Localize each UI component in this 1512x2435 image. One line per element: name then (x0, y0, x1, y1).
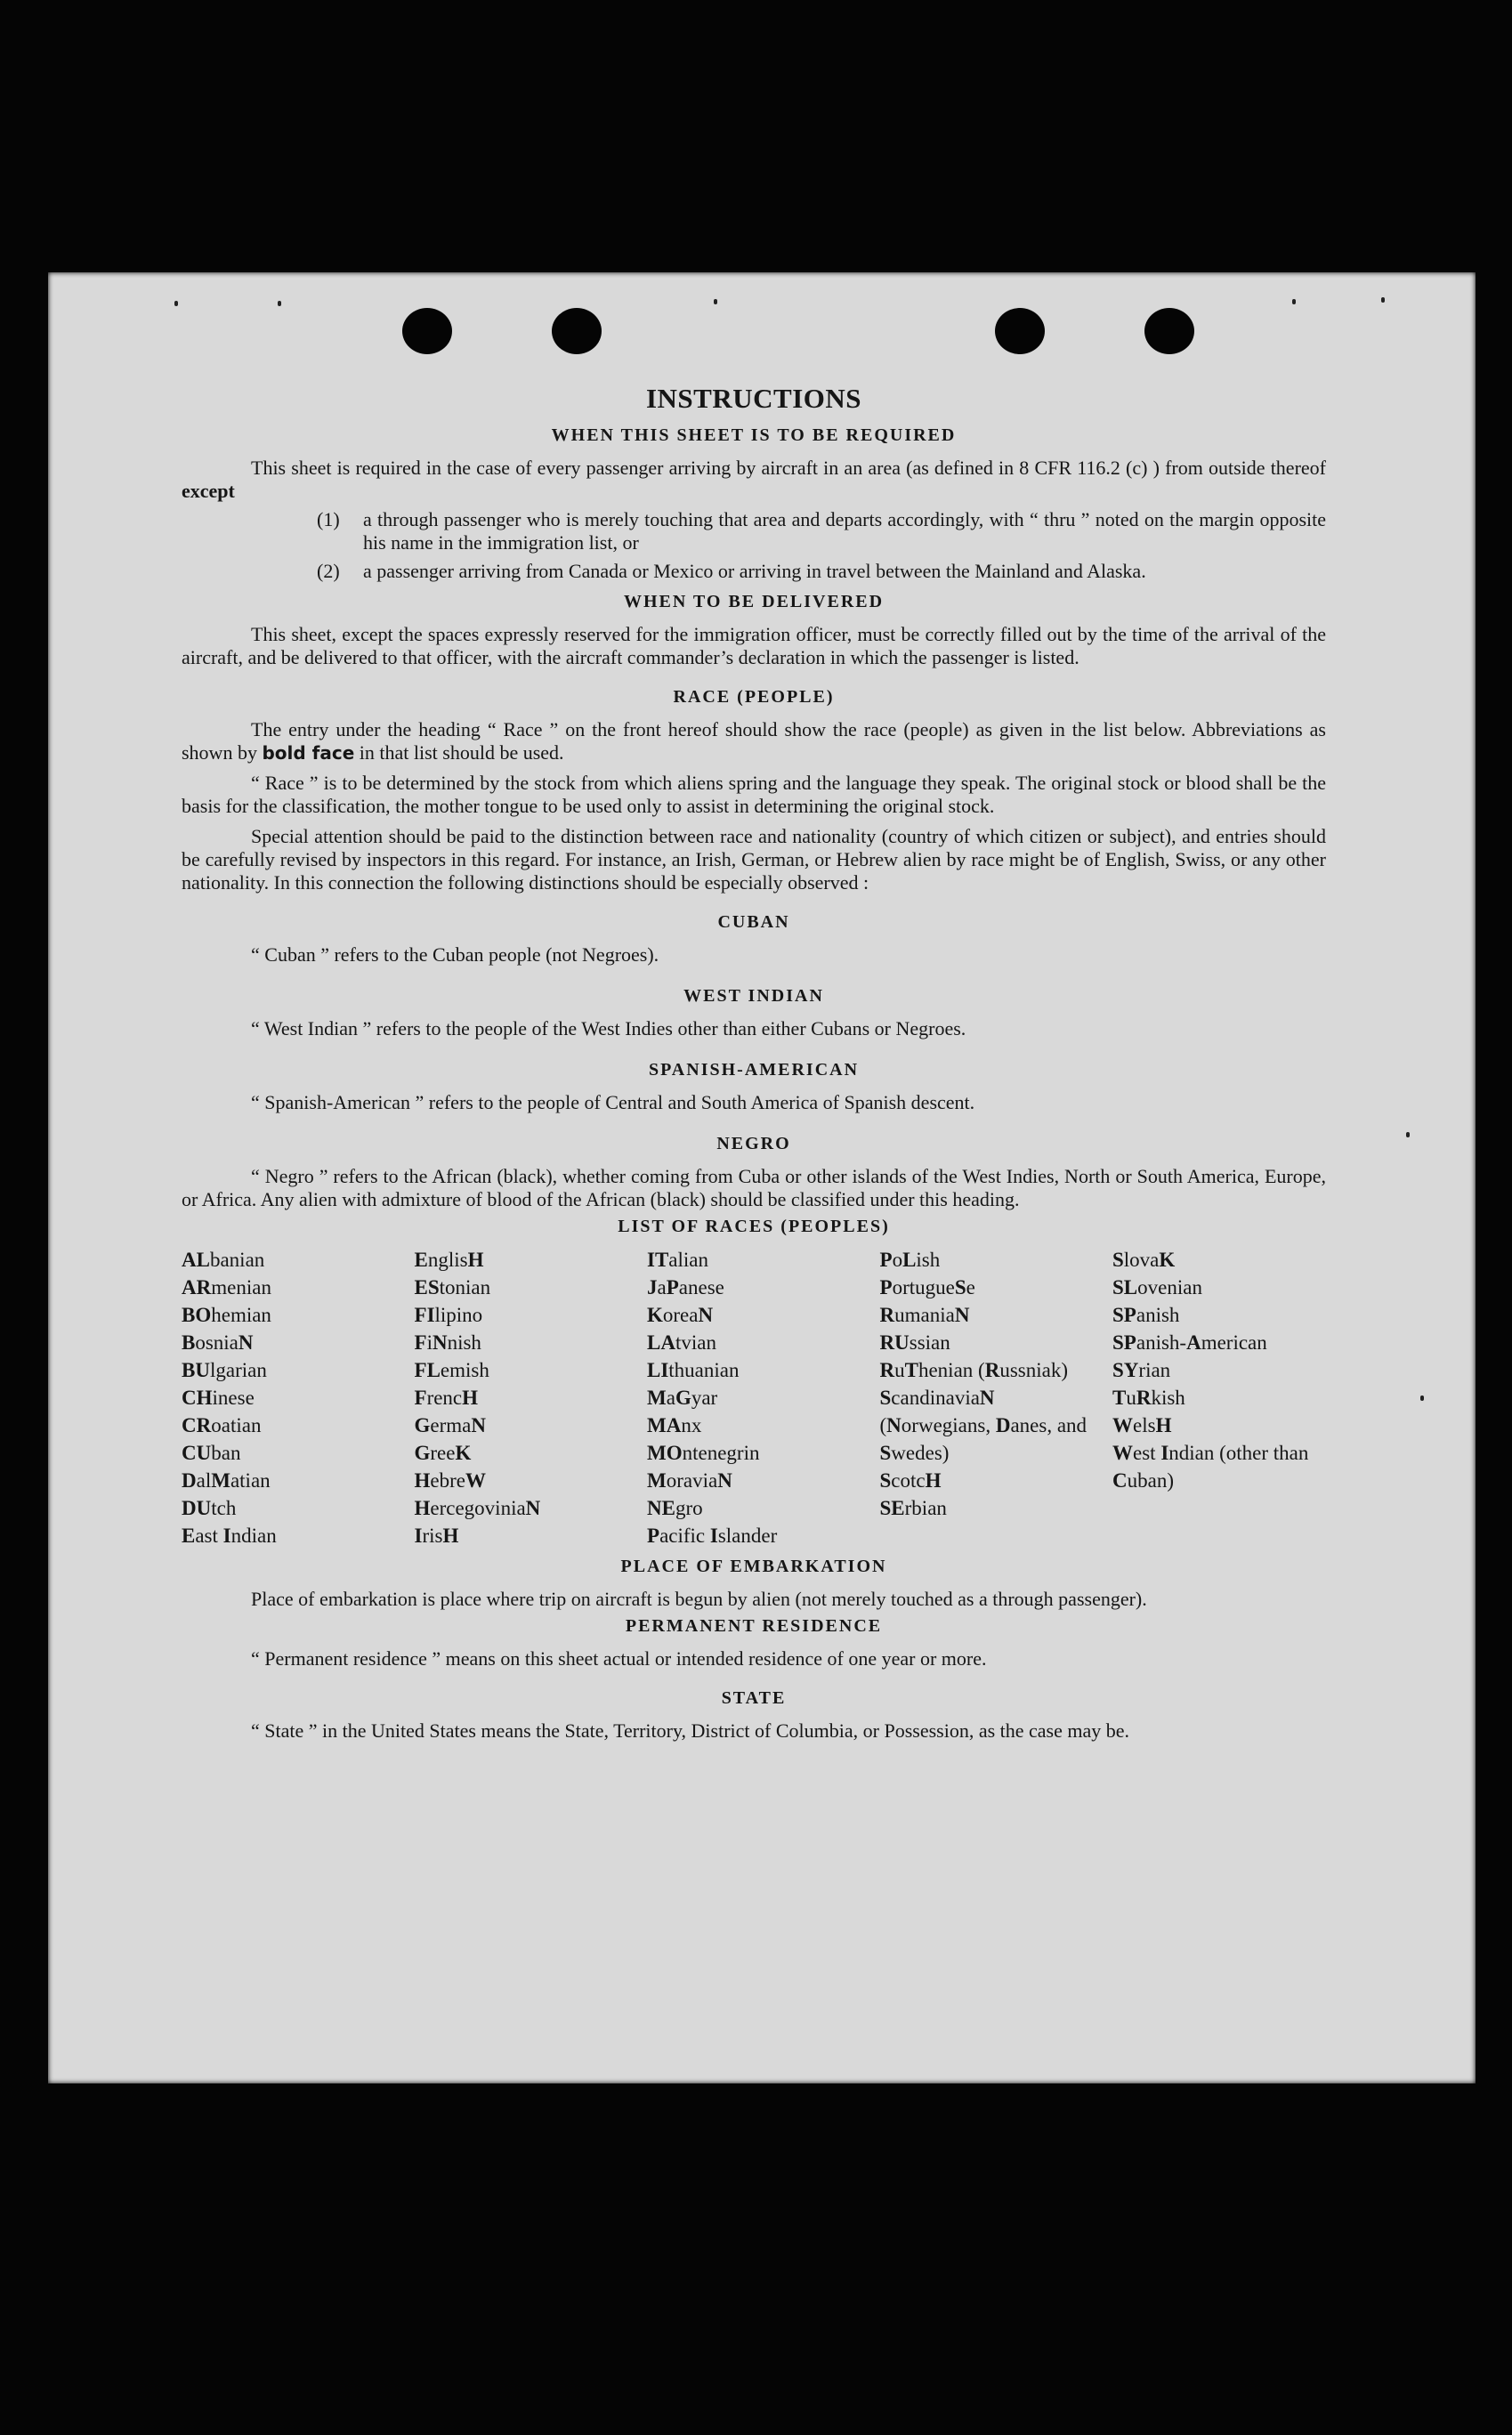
speck (1406, 1132, 1410, 1137)
race-text: in that list should be used. (354, 741, 564, 764)
race-paragraph-2: “ Race ” is to be determined by the stock from which aliens spring and the language they speak. The original stock or blood shall be the basis for the classification, the mother tongue to be used only to assist in determining the original stock. (182, 772, 1326, 817)
race-entry: SlovaK (1112, 1249, 1176, 1271)
race-entry: NEgro (647, 1497, 703, 1519)
page-title: INSTRUCTIONS (645, 383, 861, 414)
race-entry: SYrian (1112, 1359, 1171, 1381)
race-entry: MaGyar (647, 1387, 718, 1409)
section-heading-state: STATE (721, 1688, 787, 1708)
race-entry: ScandinaviaN (Norwegians, Danes, and Swedes) (879, 1387, 1088, 1464)
race-entry: FIlipino (414, 1304, 483, 1326)
races-column (1112, 1246, 1326, 1549)
race-entry: PoLish (879, 1249, 941, 1271)
race-entry: IrisH (414, 1525, 459, 1547)
race-entry: CUban (182, 1442, 241, 1464)
races-column (880, 1246, 1094, 1549)
section-heading-spanish-american: SPANISH-AMERICAN (648, 1060, 860, 1080)
intro-bold-text: except (182, 480, 235, 502)
speck (1292, 299, 1296, 304)
race-entry: MOntenegrin (647, 1442, 760, 1464)
race-entry: MAnx (647, 1414, 702, 1436)
race-entry: SPanish-American (1112, 1331, 1267, 1354)
negro-text: “ Negro ” refers to the African (black), whether coming from Cuba or other islands of the West Indies, North or South America, Europe, or Africa. Any alien with admixture of blood of the African (black) should be classified under this heading. (182, 1165, 1326, 1210)
section-heading-residence: PERMANENT RESIDENCE (625, 1616, 883, 1636)
race-entry: DUtch (182, 1497, 237, 1519)
race-entry: West Indian (other than Cuban) (1112, 1442, 1309, 1492)
punch-hole (1144, 308, 1194, 354)
race-entry: Pacific Islander (647, 1525, 778, 1547)
race-entry: ALbanian (182, 1249, 265, 1271)
race-text: The entry under the heading “ Race ” on the front hereof should show the race (people) as given in the list below. Abbreviations as shown by (182, 718, 1326, 764)
races-column (647, 1246, 861, 1549)
bold-face-text: bold face (262, 742, 355, 764)
race-entry: ARmenian (182, 1276, 271, 1298)
race-entry: ScotcH (879, 1469, 942, 1492)
race-entry: GermaN (414, 1414, 486, 1436)
race-entry: SPanish (1112, 1304, 1180, 1326)
punch-hole (402, 308, 452, 354)
exception-item (317, 560, 1326, 583)
race-entry: EStonian (414, 1276, 491, 1298)
race-entry: EnglisH (414, 1249, 484, 1271)
races-column (415, 1246, 628, 1549)
race-paragraph-3: Special attention should be paid to the distinction between race and nationality (country of which citizen or subject), and entries should be carefully revised by inspectors in this regard. For instance, an Irish, German, or Hebrew alien by race might be of English, Swiss, or any other nationality. In this connection the following distinctions should be especially observed : (182, 825, 1326, 894)
race-paragraph-1 (182, 718, 1326, 764)
west-indian-text: “ West Indian ” refers to the people of the West Indies other than either Cubans or Negroes. (251, 1017, 966, 1040)
punch-hole (552, 308, 602, 354)
race-entry: FrencH (414, 1387, 479, 1409)
race-entry: LAtvian (647, 1331, 716, 1354)
races-column (182, 1246, 395, 1549)
race-entry: LIthuanian (647, 1359, 740, 1381)
speck (1381, 297, 1385, 303)
race-entry: PortugueSe (879, 1276, 975, 1298)
speck (714, 299, 717, 304)
speck (278, 301, 281, 306)
race-entry: JaPanese (647, 1276, 724, 1298)
instructions-content (182, 383, 1326, 1743)
spanish-american-text: “ Spanish-American ” refers to the people of Central and South America of Spanish descent. (251, 1091, 975, 1113)
item-number: (2) (317, 560, 340, 582)
embarkation-text: Place of embarkation is place where trip on aircraft is begun by alien (not merely touched as a through passenger). (251, 1588, 1147, 1610)
cuban-text: “ Cuban ” refers to the Cuban people (not Negroes). (251, 943, 659, 966)
race-entry: HercegoviniaN (414, 1497, 541, 1519)
punch-hole (995, 308, 1045, 354)
section-heading-embarkation: PLACE OF EMBARKATION (620, 1557, 887, 1576)
race-entry: KoreaN (647, 1304, 714, 1326)
speck (174, 301, 178, 306)
race-entry: RuThenian (Russniak) (879, 1359, 1068, 1381)
race-entry: DalMatian (182, 1469, 271, 1492)
race-entry: SLovenian (1112, 1276, 1202, 1298)
intro-text: This sheet is required in the case of every passenger arriving by aircraft in an area (as defined in 8 CFR 116.2 (c) ) from outside thereof (251, 457, 1326, 479)
race-entry: RUssian (879, 1331, 950, 1354)
race-entry: CRoatian (182, 1414, 262, 1436)
residence-text: “ Permanent residence ” means on this sheet actual or intended residence of one year or more. (251, 1647, 987, 1670)
race-entry: BOhemian (182, 1304, 271, 1326)
race-entry: BUlgarian (182, 1359, 267, 1381)
item-number: (1) (317, 508, 340, 530)
race-entry: RumaniaN (879, 1304, 970, 1326)
when-required-intro (182, 457, 1326, 503)
race-entry: CHinese (182, 1387, 255, 1409)
race-entry: BosniaN (182, 1331, 254, 1354)
item-text: a through passenger who is merely touching that area and departs accordingly, with “ thru ” noted on the margin opposite his name in the immigration list, or (363, 508, 1326, 554)
section-heading-when-required: WHEN THIS SHEET IS TO BE REQUIRED (551, 425, 957, 445)
speck (1420, 1395, 1424, 1401)
race-entry: ITalian (647, 1249, 708, 1271)
race-entry: HebreW (414, 1469, 486, 1492)
section-heading-negro: NEGRO (716, 1134, 791, 1153)
race-entry: FiNnish (414, 1331, 481, 1354)
exception-item (317, 508, 1326, 554)
race-entry: FLemish (414, 1359, 489, 1381)
state-text: “ State ” in the United States means the State, Territory, District of Columbia, or Possession, as the case may be. (251, 1719, 1130, 1742)
document-sheet (48, 272, 1476, 2083)
section-heading-when-delivered: WHEN TO BE DELIVERED (623, 592, 885, 611)
race-entry: MoraviaN (647, 1469, 732, 1492)
item-text: a passenger arriving from Canada or Mexico or arriving in travel between the Mainland and Alaska. (363, 560, 1146, 582)
race-entry: TuRkish (1112, 1387, 1185, 1409)
section-heading-list-of-races: LIST OF RACES (PEOPLES) (618, 1217, 890, 1236)
section-heading-race: RACE (PEOPLE) (673, 687, 835, 707)
race-entry: GreeK (414, 1442, 472, 1464)
race-entry: WelsH (1112, 1414, 1172, 1436)
race-entry: East Indian (182, 1525, 277, 1547)
section-heading-west-indian: WEST INDIAN (683, 986, 824, 1006)
race-entry: SErbian (879, 1497, 947, 1519)
when-delivered-text: This sheet, except the spaces expressly reserved for the immigration officer, must be correctly filled out by the time of the arrival of the aircraft, and be delivered to that officer, with the aircraft commander’s declaration in which the passenger is listed. (182, 623, 1326, 668)
section-heading-cuban: CUBAN (717, 912, 790, 932)
races-list (182, 1246, 1326, 1549)
